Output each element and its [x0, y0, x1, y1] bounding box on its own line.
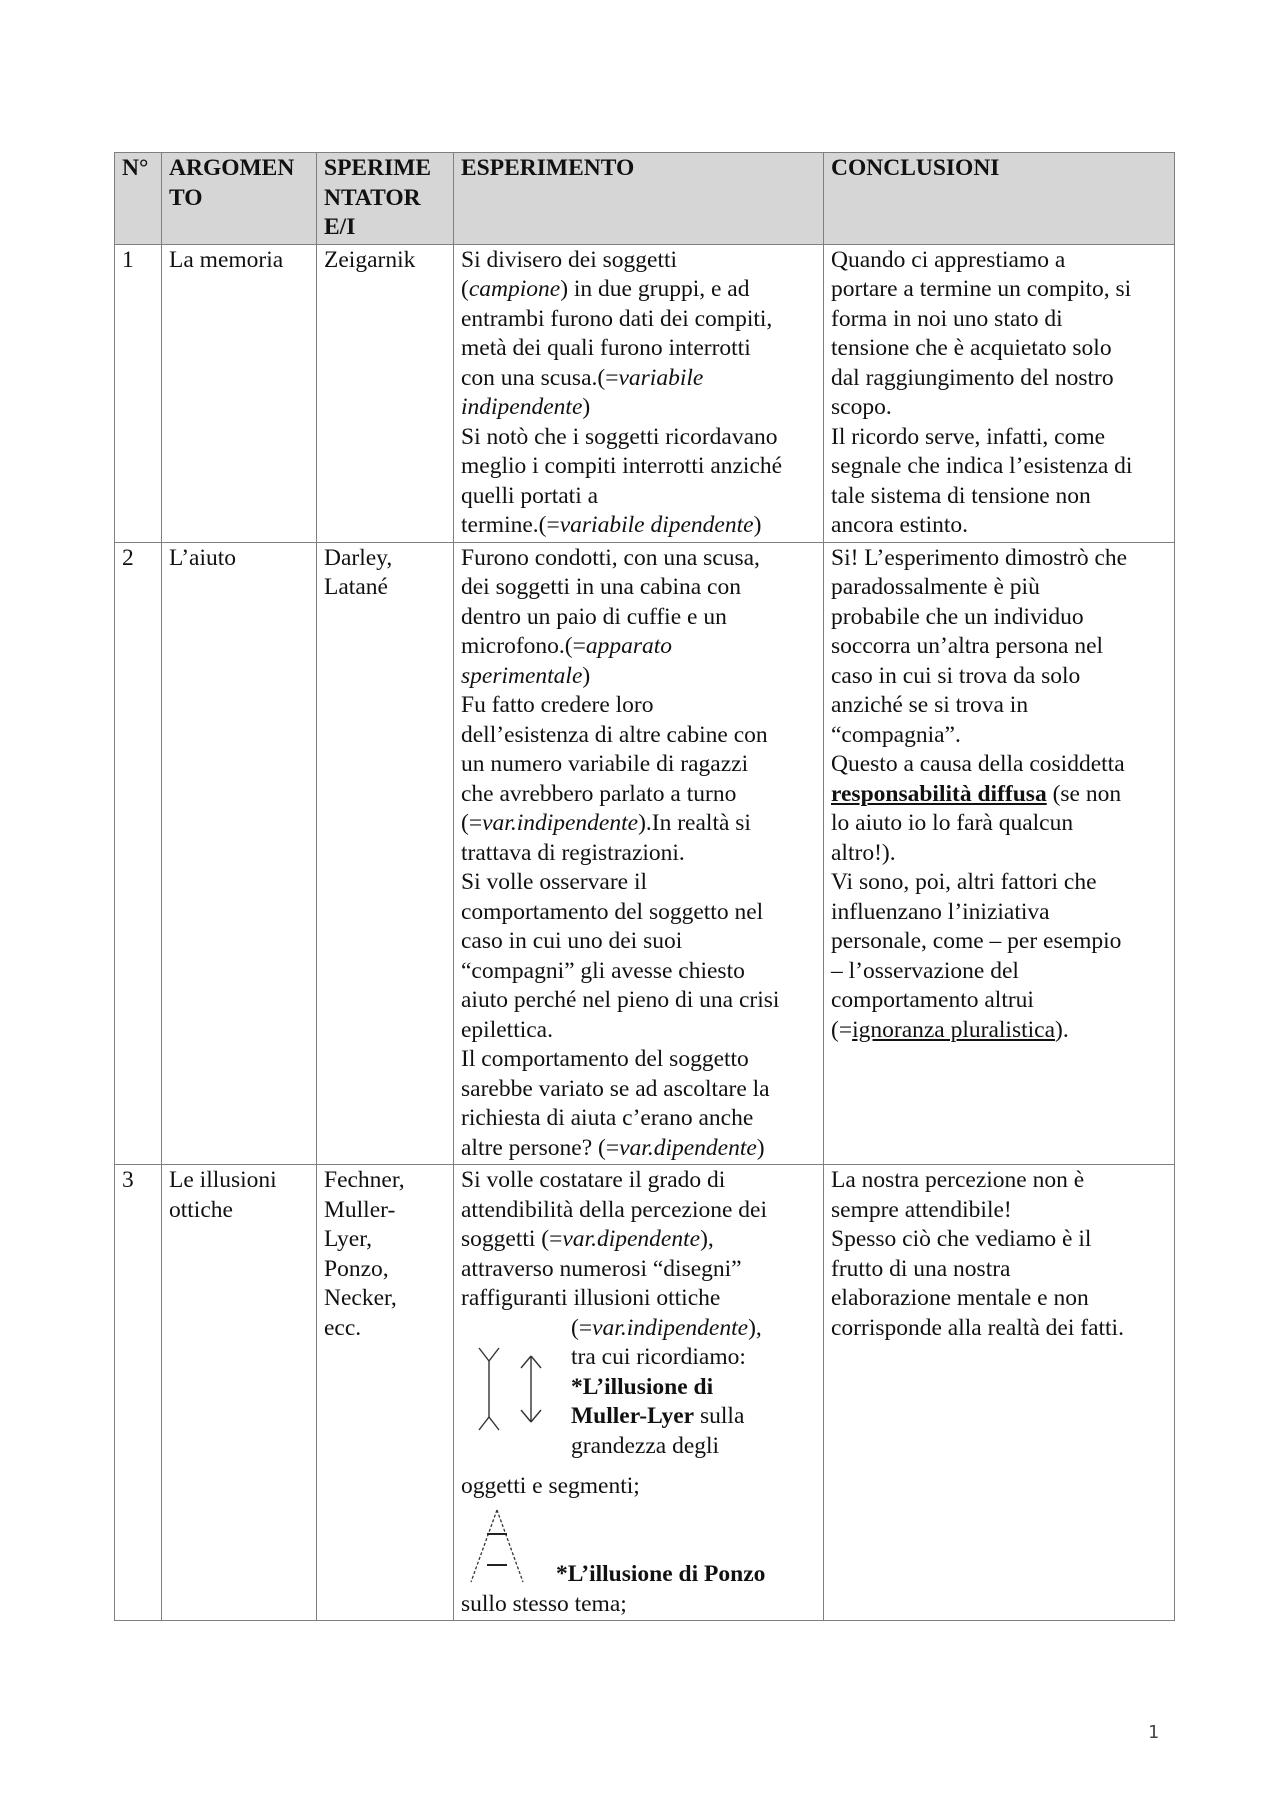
row-conclusioni: Si! L’esperimento dimostrò che paradossalmente è più probabile che un individuo soccorra un’altra persona nel caso in cui si trova da solo anziché se si trova in “compagnia”. Questo a causa della cosiddetta responsabilità diffusa (se non lo aiuto io lo farà qualcun altro!). Vi sono, poi, altri fattori che influenzano l’iniziativa personale, come – per esempio – l’osservazione del comportamento altrui (=ignoranza pluralistica).: [824, 542, 1175, 1165]
row-argomento: La memoria: [162, 244, 317, 542]
header-esperimento: ESPERIMENTO: [454, 153, 824, 245]
row-esperimento: Si divisero dei soggetti (campione) in due gruppi, e ad entrambi furono dati dei compiti, metà dei quali furono interrotti con una scusa.(=variabile indipendente) Si notò che i soggetti ricordavano meglio i compiti interrotti anziché quelli portati a termine.(=variabile dipendente): [454, 244, 824, 542]
term-responsabilita-diffusa: responsabilità diffusa: [831, 780, 1047, 807]
header-num: N°: [115, 153, 162, 245]
row-argomento: L’aiuto: [162, 542, 317, 1165]
row-sperimentatori: Fechner, Muller- Lyer, Ponzo, Necker, ecc.: [317, 1165, 454, 1621]
header-sperimentatori: SPERIME NTATOR E/I: [317, 153, 454, 245]
header-argomento: ARGOMEN TO: [162, 153, 317, 245]
table-row: [115, 1165, 1175, 1621]
ponzo-illusion-figure: [461, 1502, 571, 1590]
header-conclusioni: CONCLUSIONI: [824, 153, 1175, 245]
row-conclusioni: Quando ci apprestiamo a portare a termine un compito, si forma in noi uno stato di tensione che è acquietato solo dal raggiungimento del nostro scopo. Il ricordo serve, infatti, come segnale che indica l’esistenza di tale sistema di tensione non ancora estinto.: [824, 244, 1175, 542]
row-number: 1: [115, 244, 162, 542]
row-esperimento: Furono condotti, con una scusa, dei soggetti in una cabina con dentro un paio di cuffie e un microfono.(=apparato sperimentale) Fu fatto credere loro dell’esistenza di altre cabine con un numero variabile di ragazzi che avrebbero parlato a turno (=var.indipendente).In realtà si trattava di registrazioni. Si volle osservare il comportamento del soggetto nel caso in cui uno dei suoi “compagni” gli avesse chiesto aiuto perché nel pieno di una crisi epilettica. Il comportamento del soggetto sarebbe variato se ad ascoltare la richiesta di aiuta c’erano anche altre persone? (=var.dipendente): [454, 542, 824, 1165]
row-sperimentatori: Zeigarnik: [317, 244, 454, 542]
table-header-row: [115, 153, 1175, 245]
table-row: [115, 542, 1175, 1165]
page-number: 1: [1148, 1722, 1159, 1743]
table-row: [115, 244, 1175, 542]
row-argomento: Le illusioni ottiche: [162, 1165, 317, 1621]
row-conclusioni: La nostra percezione non è sempre attendibile! Spesso ciò che vediamo è il frutto di una nostra elaborazione mentale e non corrisponde alla realtà dei fatti.: [824, 1165, 1175, 1621]
row-sperimentatori: Darley, Latané: [317, 542, 454, 1165]
row-number: 3: [115, 1165, 162, 1621]
row-esperimento: Si volle costatare il grado di attendibilità della percezione dei soggetti (=var.dipendente), attraverso numerosi “disegni” raffiguranti illusioni ottiche (=var.indipendente), tra cui ricordiamo: *L’illusione di Muller-Lyer sulla grandezza degli oggetti e segmenti; *L’illusione di Ponzo sullo stesso tema;: [454, 1165, 824, 1621]
experiments-table: [114, 152, 1175, 1621]
muller-lyer-illusion-figure: [461, 1314, 571, 1464]
row-number: 2: [115, 542, 162, 1165]
term-ignoranza-pluralistica: ignoranza pluralistica: [852, 1016, 1056, 1043]
